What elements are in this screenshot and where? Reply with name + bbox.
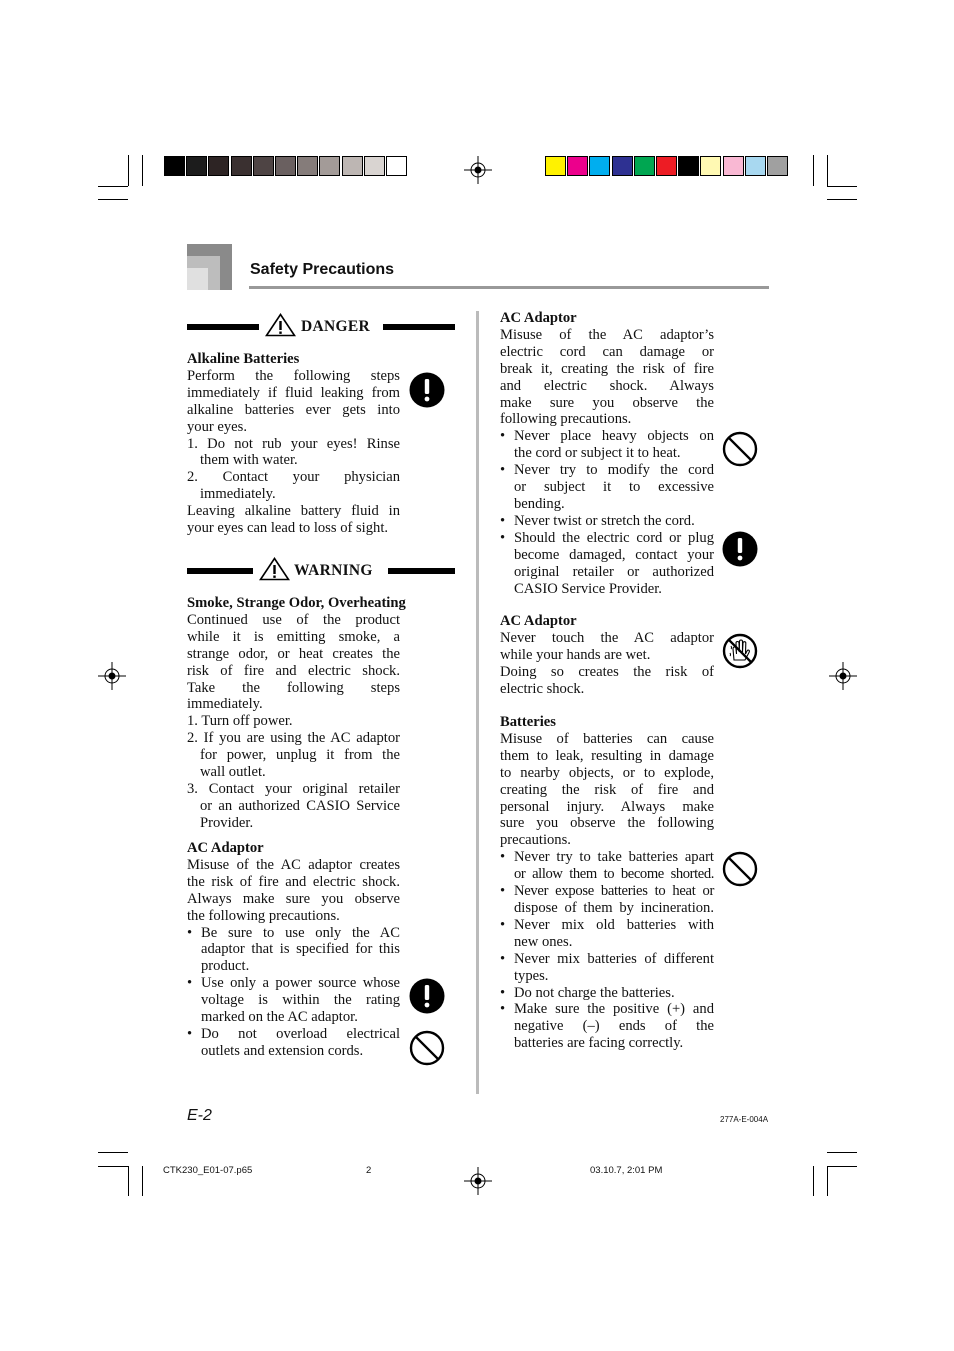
calibration-swatch: [319, 156, 340, 176]
calibration-swatch: [723, 156, 744, 176]
list-item: • Never try to take batteries apart or allow them to become shorted.: [500, 849, 714, 883]
list-item: • Never mix old batteries with new ones.: [500, 916, 714, 950]
column-divider: [476, 311, 479, 1094]
text-line: electric cord can damage or: [500, 343, 714, 360]
calibration-swatch: [700, 156, 721, 176]
section-heading: Alkaline Batteries: [187, 351, 300, 367]
calibration-swatch: [612, 156, 633, 176]
list-item: • Never twist or stretch the cord.: [500, 512, 695, 529]
exclamation-icon: [409, 372, 445, 408]
calibration-swatch: [545, 156, 566, 176]
registration-mark-icon: [464, 156, 492, 184]
page-title: Safety Precautions: [250, 261, 395, 278]
ac-adaptor-wet-hands-section: [500, 613, 714, 698]
calibration-swatch: [253, 156, 274, 176]
text-line: while your hands are wet.: [500, 646, 651, 663]
header-tab-graphic: [187, 244, 232, 290]
calibration-swatch: [208, 156, 229, 176]
alkaline-section: [187, 351, 400, 537]
step-item: for power, unplug it from the: [200, 747, 400, 764]
list-item: • Be sure to use only the AC adaptor that is specified for this product.: [187, 924, 400, 975]
text-line: while it is emitting smoke, a: [187, 628, 400, 645]
step-item: or an authorized CASIO Service: [200, 797, 400, 814]
text-line: make sure you observe the: [500, 394, 714, 411]
calibration-swatch: [364, 156, 385, 176]
text-line: electric shock.: [500, 680, 585, 697]
step-item: 2. Contact your physician: [187, 469, 400, 486]
ac-adaptor-section-left: [187, 840, 400, 1060]
text-line: strange odor, or heat creates the: [187, 645, 400, 662]
text-line: Continued use of the product: [187, 611, 400, 628]
warning-triangle-icon: [265, 313, 296, 337]
calibration-swatch: [164, 156, 185, 176]
list-item: • Should the electric cord or plug become damaged, contact your original retailer or authorized CASIO Service Provider.: [500, 529, 714, 597]
step-item: 3. Contact your original retailer: [187, 780, 400, 797]
section-heading: AC Adaptor: [500, 613, 577, 629]
text-line: alkaline batteries ever gets into: [187, 401, 400, 418]
registration-mark-icon: [829, 662, 857, 690]
text-line: Take the following steps: [187, 679, 400, 696]
list-item: • Make sure the positive (+) and negative (–) ends of the batteries are facing correctly.: [500, 1001, 714, 1052]
batteries-section: [500, 714, 714, 1052]
calibration-swatch: [767, 156, 788, 176]
danger-label: DANGER: [301, 318, 370, 335]
calibration-swatch: [656, 156, 677, 176]
prohibited-icon: [722, 431, 758, 467]
text-line: and electric shock. Always: [500, 377, 714, 394]
text-line: your eyes.: [187, 418, 247, 435]
calibration-swatch: [634, 156, 655, 176]
step-item: Provider.: [200, 814, 254, 831]
text-line: Leaving alkaline battery fluid in: [187, 503, 400, 520]
list-item: • Never try to modify the cord or subject it to excessive bending.: [500, 462, 714, 512]
text-line: Doing so creates the risk of: [500, 663, 714, 680]
text-line: personal injury. Always make: [500, 798, 714, 815]
text-line: precautions.: [500, 832, 571, 849]
text-line: Always make sure you observe: [187, 890, 400, 907]
section-heading: Smoke, Strange Odor, Overheating: [187, 595, 406, 611]
text-line: Misuse of the AC adaptor’s: [500, 326, 714, 343]
no-wet-hands-icon: [722, 633, 758, 669]
step-item: 1. Turn off power.: [187, 713, 293, 730]
registration-mark-icon: [464, 1167, 492, 1195]
step-item: wall outlet.: [200, 764, 266, 781]
warning-label: WARNING: [294, 562, 373, 579]
text-line: Never touch the AC adaptor: [500, 629, 714, 646]
page-number: E-2: [187, 1107, 212, 1124]
exclamation-icon: [722, 531, 758, 567]
ac-adaptor-cord-section: [500, 310, 714, 597]
calibration-swatch: [186, 156, 207, 176]
calibration-swatch: [297, 156, 318, 176]
text-line: immediately if fluid leaking from: [187, 384, 400, 401]
list-item: • Do not overload electrical outlets and extension cords.: [187, 1025, 400, 1059]
exclamation-icon: [409, 978, 445, 1014]
print-date: 03.10.7, 2:01 PM: [590, 1165, 663, 1176]
calibration-swatch: [678, 156, 699, 176]
calibration-swatch: [342, 156, 363, 176]
text-line: Perform the following steps: [187, 367, 400, 384]
step-item: immediately.: [200, 486, 276, 503]
file-name: CTK230_E01-07.p65: [163, 1165, 253, 1176]
calibration-swatch: [386, 156, 407, 176]
warning-triangle-icon: [259, 557, 290, 581]
list-item: • Use only a power source whose voltage is within the rating marked on the AC adaptor.: [187, 975, 400, 1026]
text-line: the risk of fire and electric shock.: [187, 873, 400, 890]
sheet-number: 2: [366, 1165, 372, 1176]
prohibited-icon: [722, 851, 758, 887]
text-line: Misuse of batteries can cause: [500, 730, 714, 747]
text-line: immediately.: [187, 696, 263, 713]
text-line: creating the risk of fire and: [500, 781, 714, 798]
text-line: risk of fire and electric shock.: [187, 662, 400, 679]
section-heading: AC Adaptor: [500, 310, 577, 326]
list-item: • Never expose batteries to heat or dispose of them by incineration.: [500, 883, 714, 916]
text-line: your eyes can lead to loss of sight.: [187, 520, 389, 537]
text-line: them to leak, resulting in damage: [500, 747, 714, 764]
step-item: 1. Do not rub your eyes! Rinse: [187, 435, 400, 452]
calibration-swatch: [567, 156, 588, 176]
text-line: to nearby objects, or to explode,: [500, 764, 714, 781]
smoke-section: [187, 595, 406, 832]
prohibited-icon: [409, 1030, 445, 1066]
calibration-swatch: [589, 156, 610, 176]
list-item: • Never place heavy objects on the cord or subject it to heat.: [500, 428, 714, 462]
step-item: 2. If you are using the AC adaptor: [187, 730, 400, 747]
text-line: break it, creating the risk of fire: [500, 360, 714, 377]
registration-mark-icon: [98, 662, 126, 690]
section-heading: Batteries: [500, 714, 556, 730]
text-line: sure you observe the following: [500, 815, 714, 832]
text-line: following precautions.: [500, 411, 632, 428]
document-code: 277A-E-004A: [720, 1115, 769, 1124]
header-rule: [249, 286, 769, 289]
list-item: • Never mix batteries of different types.: [500, 950, 714, 984]
list-item: • Do not charge the batteries.: [500, 984, 675, 1001]
step-item: them with water.: [200, 452, 298, 469]
calibration-swatch: [275, 156, 296, 176]
text-line: the following precautions.: [187, 907, 340, 924]
section-heading: AC Adaptor: [187, 840, 264, 856]
text-line: Misuse of the AC adaptor creates: [187, 856, 400, 873]
calibration-swatch: [231, 156, 252, 176]
calibration-swatch: [745, 156, 766, 176]
